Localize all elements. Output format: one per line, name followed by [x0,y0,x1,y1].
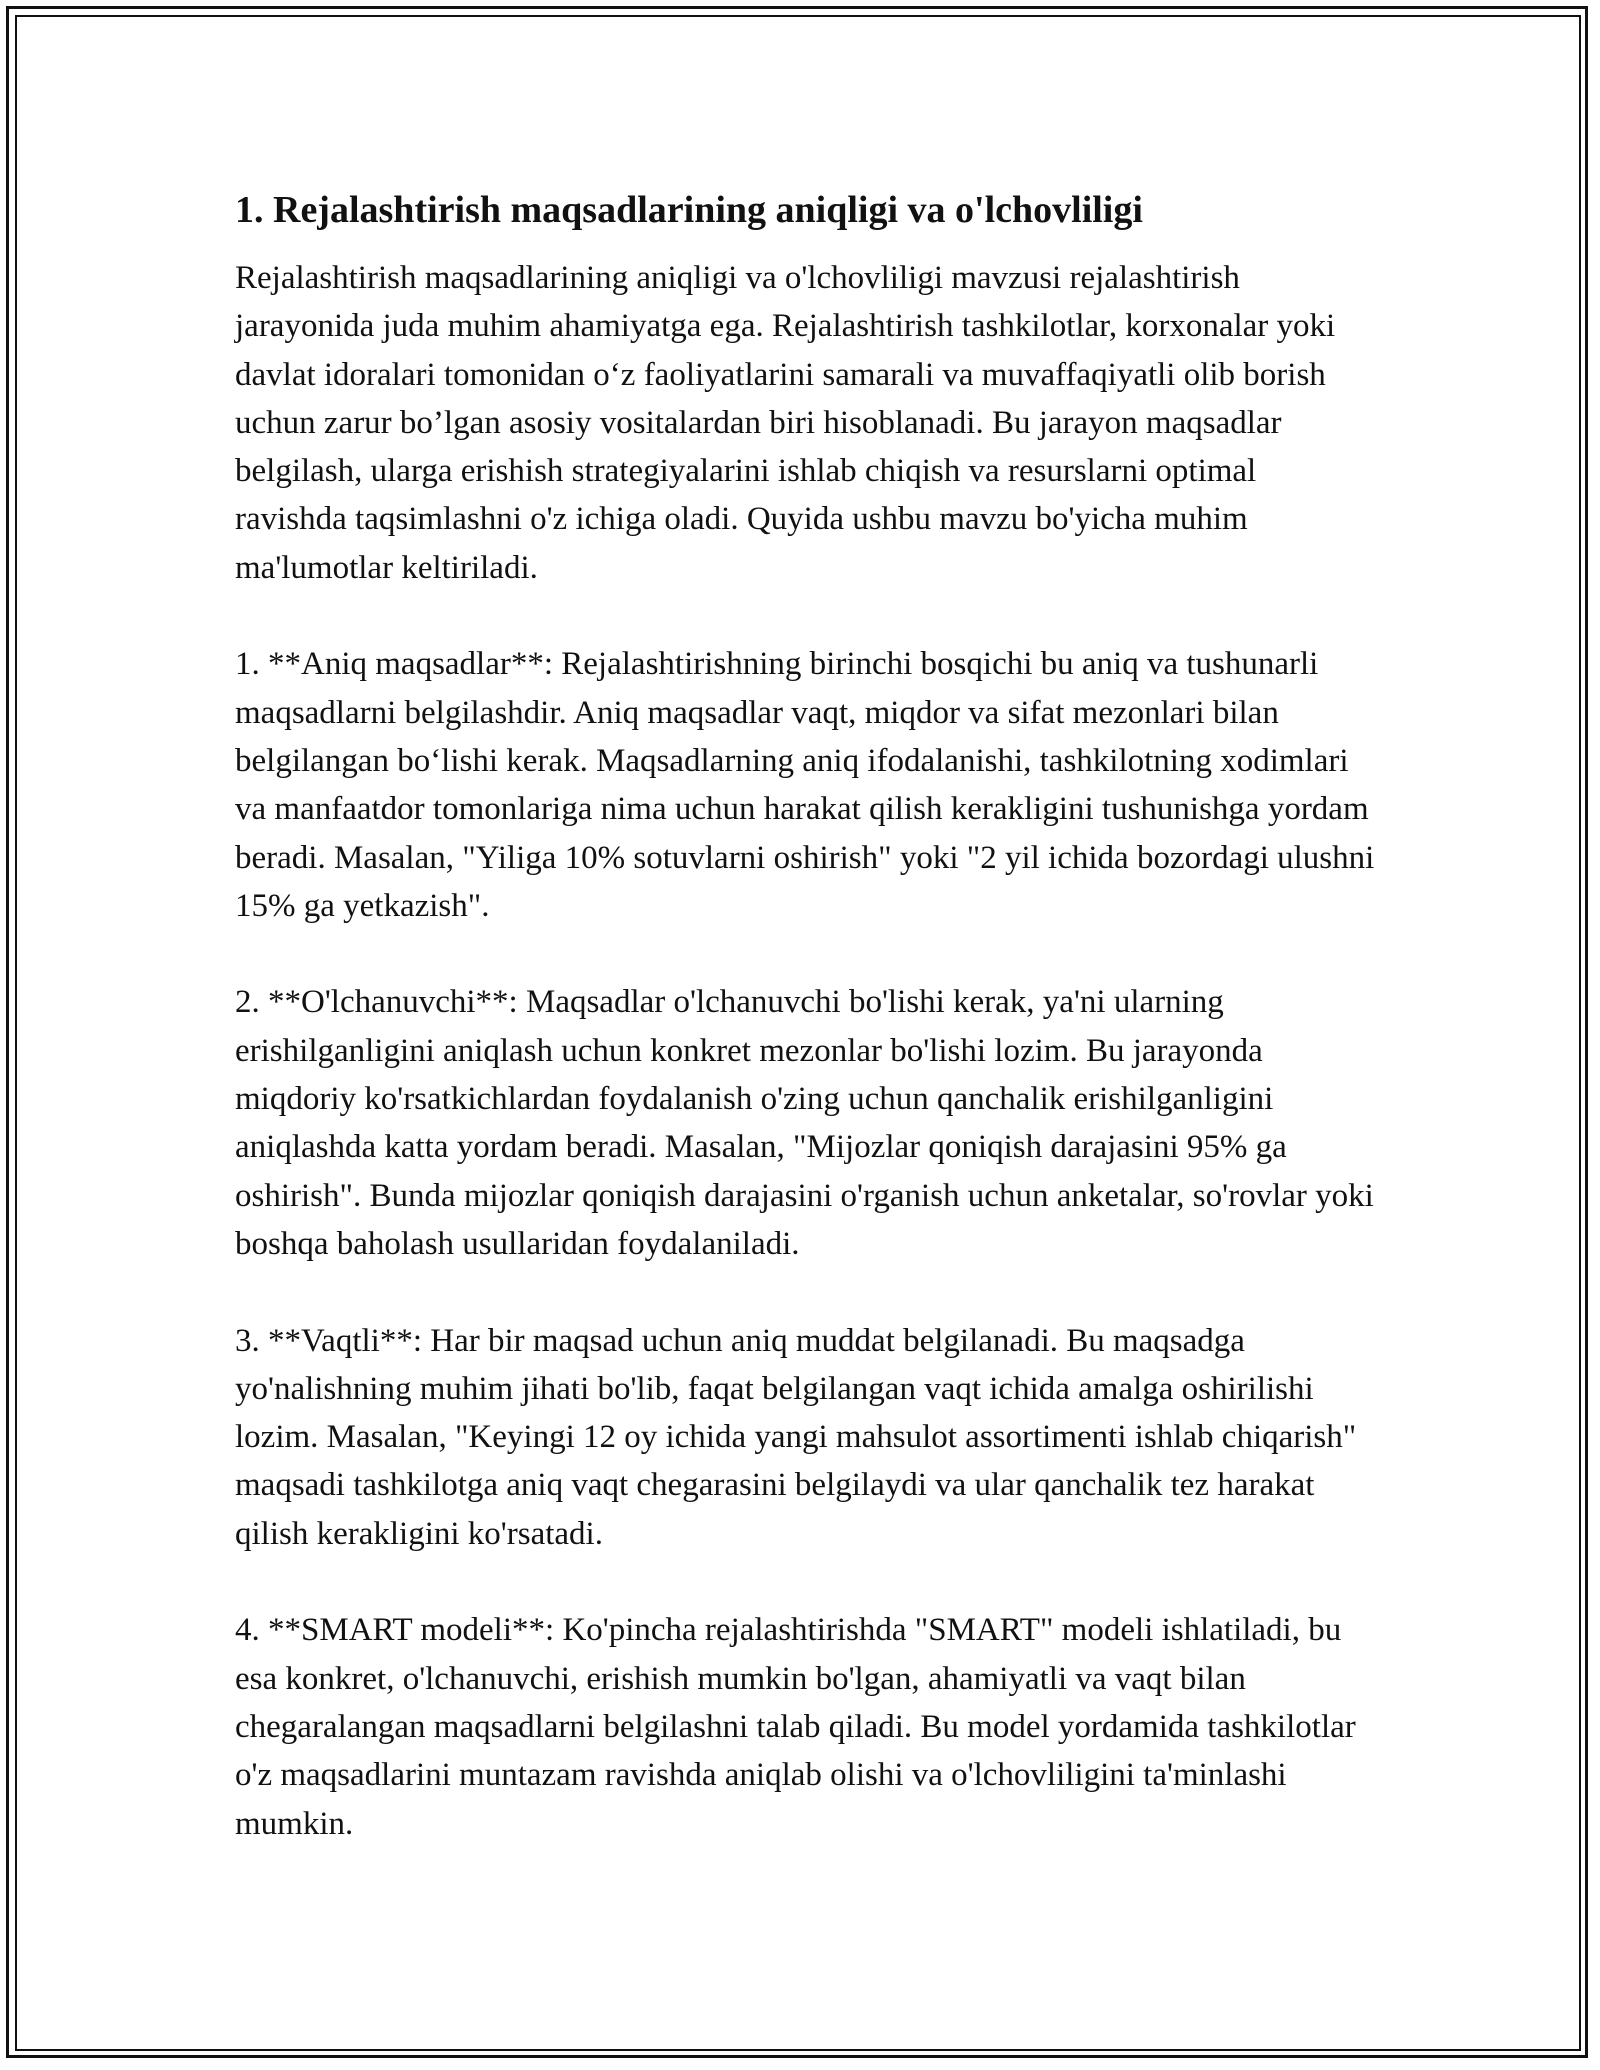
intro-paragraph: Rejalashtirish maqsadlarining aniqligi va o'lchovliligi mavzusi rejalashtirish jarayonida juda muhim ahamiyatga ega. Rejalashtirish tashkilotlar, korxonalar yoki davlat idoralari tomonidan o‘z faoliyatlarini samarali va muvaffaqiyatli olib borish uchun zarur bo’lgan asosiy vositalardan biri hisoblanadi. Bu jarayon maqsadlar belgilash, ularga erishish strategiyalarini ishlab chiqish va resurslarni optimal ravishda taqsimlashni o'z ichiga oladi. Quyida ushbu mavzu bo'yicha muhim ma'lumotlar keltiriladi. [235,260,1336,586]
paragraph-olchanuvchi: 2. **O'lchanuvchi**: Maqsadlar o'lchanuvchi bo'lishi kerak, ya'ni ularning erishilganligini aniqlash uchun konkret mezonlar bo'lishi lozim. Bu jarayonda miqdoriy ko'rsatkichlardan foydalanish o'zing uchun qanchalik erishilganligini aniqlashda katta yordam beradi. Masalan, "Mijozlar qoniqish darajasini 95% ga oshirish". Bunda mijozlar qoniqish darajasini o'rganish uchun anketalar, so'rovlar yoki boshqa baholash usullaridan foydalaniladi. [235,984,1374,1262]
paragraph-smart-modeli: 4. **SMART modeli**: Ko'pincha rejalashtirishda "SMART" modeli ishlatiladi, bu esa konkret, o'lchanuvchi, erishish mumkin bo'lgan, ahamiyatli va vaqt bilan chegaralangan maqsadlarni belgilashni talab qiladi. Bu model yordamida tashkilotlar o'z maqsadlarini muntazam ravishda aniqlab olishi va o'lchovliligini ta'minlashi mumkin. [235,1612,1356,1842]
paragraph-vaqtli: 3. **Vaqtli**: Har bir maqsad uchun aniq muddat belgilanadi. Bu maqsadga yo'nalishning muhim jihati bo'lib, faqat belgilangan vaqt ichida amalga oshirilishi lozim. Masalan, "Keyingi 12 oy ichida yangi mahsulot assortimenti ishlab chiqarish" maqsadi tashkilotga aniq vaqt chegarasini belgilaydi va ular qanchalik tez harakat qilish kerakligini ko'rsatadi. [235,1322,1357,1552]
paragraph-aniq-maqsadlar: 1. **Aniq maqsadlar**: Rejalashtirishning birinchi bosqichi bu aniq va tushunarli maqsadlarni belgilashdir. Aniq maqsadlar vaqt, miqdor va sifat mezonlari bilan belgilangan bo‘lishi kerak. Maqsadlarning aniq ifodalanishi, tashkilotning xodimlari va manfaatdor tomonlariga nima uchun harakat qilish kerakligini tushunishga yordam beradi. Masalan, "Yiliga 10% sotuvlarni oshirish" yoki "2 yil ichida bozordagi ulushni 15% ga yetkazish". [235,646,1375,924]
document-body [235,186,1375,1896]
document-title: 1. Rejalashtirish maqsadlarining aniqligi va o'lchovliligi [235,189,1143,231]
